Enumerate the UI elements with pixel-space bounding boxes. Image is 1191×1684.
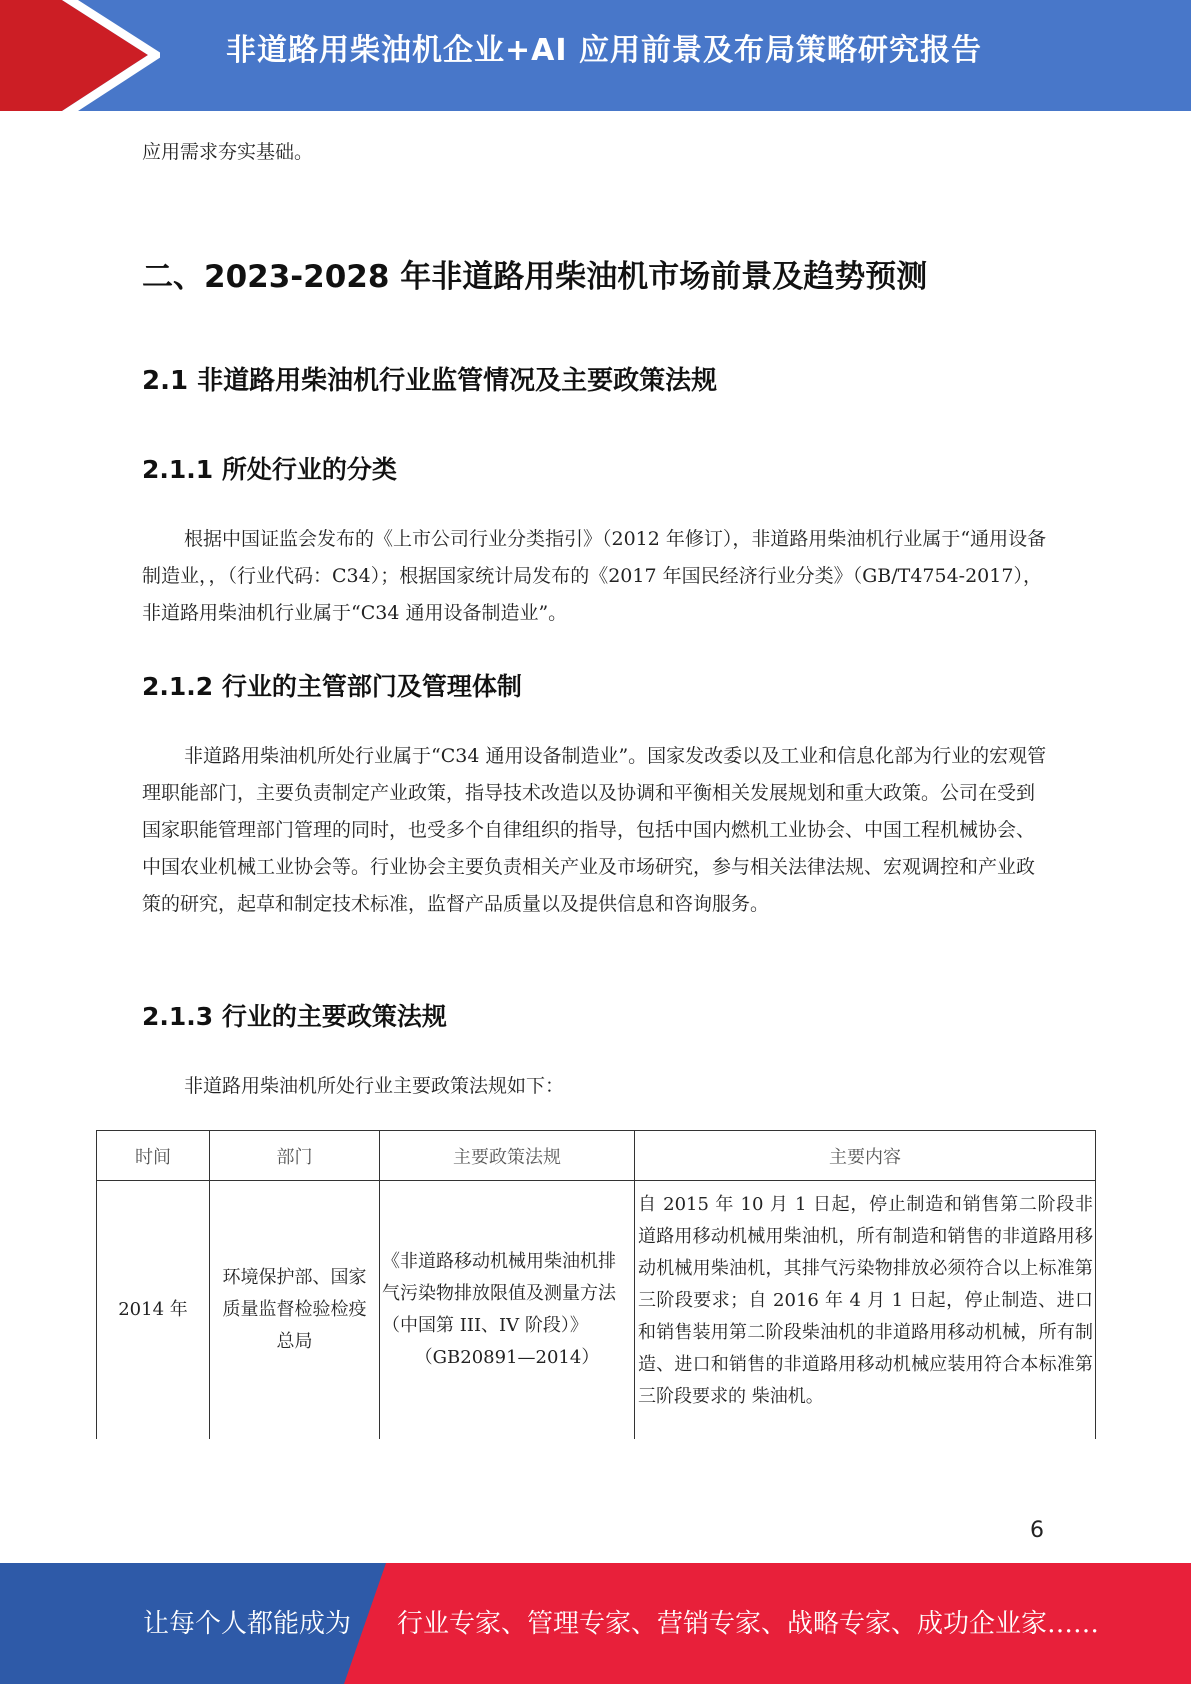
page-footer	[0, 1563, 1191, 1684]
page-number: 6	[1030, 1518, 1044, 1543]
cell-regulation	[380, 1181, 635, 1439]
header-regulation: 主要政策法规	[380, 1131, 635, 1181]
header-title: 非道路用柴油机企业+AI 应用前景及布局策略研究报告	[226, 33, 982, 68]
footer-slogan-right: 行业专家、管理专家、营销专家、战略专家、成功企业家……	[397, 1609, 1100, 1639]
regulation-code: （GB20891—2014）	[414, 1346, 600, 1368]
cell-content: 自 2015 年 10 月 1 日起，停止制造和销售第二阶段非道路用移动机械用柴油机，所有制造和销售的非道路用移动机械用柴油机，其排气污染物排放必须符合以上标准第三阶段要求；自 2016 年 4 月 1 日起，停止制造、进口和销售装用第二阶段柴油机的非道路用移动机械，所有制造、进口和销售的非道路用移动机械应装用符合本标准第三阶段要求的 柴油机。	[635, 1181, 1096, 1439]
cell-time: 2014 年	[97, 1181, 210, 1439]
intro-tail-text: 应用需求夯实基础。	[142, 141, 314, 163]
section-2-1-2-text: 非道路用柴油机所处行业属于“C34 通用设备制造业”。国家发改委以及工业和信息化部为行业的宏观管理职能部门，主要负责制定产业政策，指导技术改造以及协调和平衡相关发展规划和重大政策。公司在受到国家职能管理部门管理的同时，也受多个自律组织的指导，包括中国内燃机工业协会、中国工程机械协会、中国农业机械工业协会等。行业协会主要负责相关产业及市场研究，参与相关法律法规、宏观调控和产业政策的研究，起草和制定技术标准，监督产品质量以及提供信息和咨询服务。	[142, 745, 1047, 915]
table-row	[97, 1181, 1096, 1439]
header-content: 主要内容	[635, 1131, 1096, 1181]
cell-department: 环境保护部、国家质量监督检验检疫总局	[210, 1181, 380, 1439]
section-2-1-1-text: 根据中国证监会发布的《上市公司行业分类指引》（2012 年修订），非道路用柴油机行业属于“通用设备制造业，，（行业代码：C34）；根据国家统计局发布的《2017 年国民经济行业分类》（GB/T4754-2017），非道路用柴油机行业属于“C34 通用设备制造业”。	[142, 528, 1047, 624]
header-arrow-decoration	[0, 0, 160, 111]
regulation-title: 《非道路移动机械用柴油机排气污染物排放限值及测量方法（中国第 III、IV 阶段）》	[382, 1250, 616, 1336]
section-2-1-2-title: 2.1.2 行业的主管部门及管理体制	[142, 672, 522, 701]
header-time: 时间	[97, 1131, 210, 1181]
section-2-1-3-title: 2.1.3 行业的主要政策法规	[142, 1002, 447, 1031]
section-2-1-1-title: 2.1.1 所处行业的分类	[142, 455, 397, 484]
page-header	[0, 0, 1191, 111]
section-2-1-3-text: 非道路用柴油机所处行业主要政策法规如下：	[184, 1075, 565, 1097]
section-2-1-title: 2.1 非道路用柴油机行业监管情况及主要政策法规	[142, 366, 718, 396]
policy-table	[96, 1130, 1096, 1439]
header-department: 部门	[210, 1131, 380, 1181]
section-2-title: 二、2023-2028 年非道路用柴油机市场前景及趋势预测	[142, 259, 928, 295]
footer-slogan-left: 让每个人都能成为	[143, 1609, 352, 1639]
table-header-row	[97, 1131, 1096, 1181]
